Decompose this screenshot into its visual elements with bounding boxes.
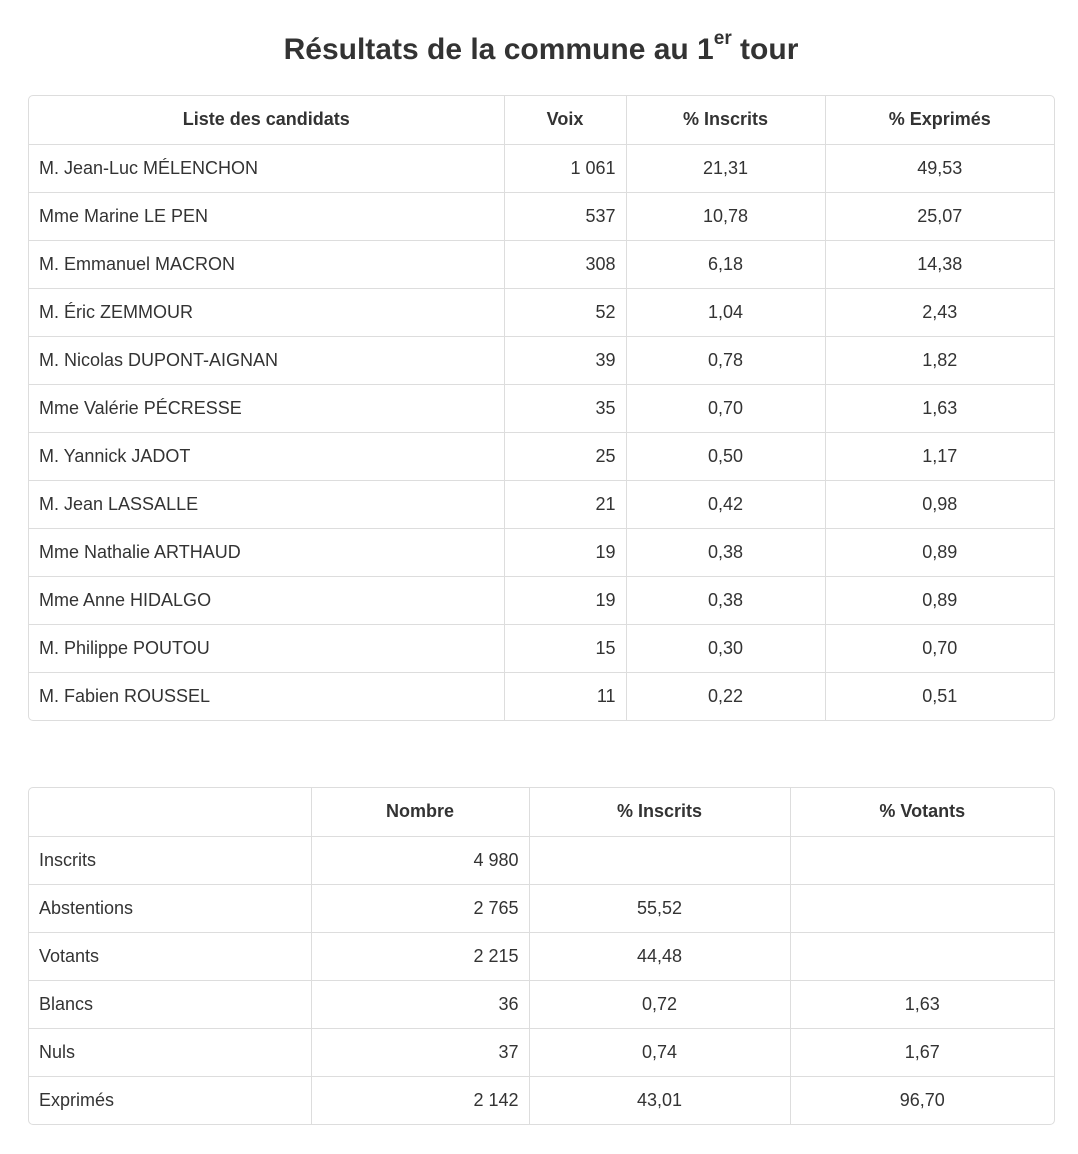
candidate-pct-expressed: 0,89 — [825, 528, 1054, 576]
summary-header-row — [29, 788, 1054, 836]
candidate-votes: 19 — [504, 576, 626, 624]
summary-label: Inscrits — [29, 836, 311, 884]
turnout-summary-table-container — [28, 787, 1055, 1125]
candidate-pct-registered: 0,50 — [626, 432, 825, 480]
table-row — [29, 624, 1054, 672]
summary-pct-voters — [790, 884, 1054, 932]
page-title-superscript: er — [713, 28, 732, 49]
header-empty — [29, 788, 311, 836]
candidate-pct-registered: 10,78 — [626, 192, 825, 240]
summary-pct-voters — [790, 932, 1054, 980]
candidate-pct-registered: 0,70 — [626, 384, 825, 432]
candidate-pct-expressed: 1,82 — [825, 336, 1054, 384]
candidate-pct-registered: 0,22 — [626, 672, 825, 720]
candidate-name: M. Fabien ROUSSEL — [29, 672, 504, 720]
candidate-name: M. Nicolas DUPONT-AIGNAN — [29, 336, 504, 384]
candidate-pct-expressed: 0,70 — [825, 624, 1054, 672]
candidate-name: Mme Marine LE PEN — [29, 192, 504, 240]
summary-pct-registered: 43,01 — [529, 1076, 790, 1124]
candidate-votes: 21 — [504, 480, 626, 528]
candidate-pct-expressed: 0,98 — [825, 480, 1054, 528]
summary-label: Exprimés — [29, 1076, 311, 1124]
summary-pct-registered: 0,72 — [529, 980, 790, 1028]
summary-count: 2 142 — [311, 1076, 529, 1124]
candidate-pct-registered: 21,31 — [626, 144, 825, 192]
header-count: Nombre — [311, 788, 529, 836]
table-row — [29, 576, 1054, 624]
header-pct-registered: % Inscrits — [529, 788, 790, 836]
table-row — [29, 336, 1054, 384]
candidate-name: Mme Nathalie ARTHAUD — [29, 528, 504, 576]
table-row — [29, 836, 1054, 884]
candidate-name: M. Jean-Luc MÉLENCHON — [29, 144, 504, 192]
candidate-pct-expressed: 1,17 — [825, 432, 1054, 480]
candidate-name: Mme Anne HIDALGO — [29, 576, 504, 624]
table-row — [29, 288, 1054, 336]
table-row — [29, 884, 1054, 932]
summary-table-body — [29, 836, 1054, 1124]
candidate-votes: 25 — [504, 432, 626, 480]
candidate-pct-registered: 0,78 — [626, 336, 825, 384]
header-pct-expressed: % Exprimés — [825, 96, 1054, 144]
candidate-pct-expressed: 14,38 — [825, 240, 1054, 288]
candidate-votes: 1 061 — [504, 144, 626, 192]
candidate-pct-registered: 0,30 — [626, 624, 825, 672]
summary-pct-voters: 1,67 — [790, 1028, 1054, 1076]
candidate-pct-expressed: 25,07 — [825, 192, 1054, 240]
summary-pct-voters: 96,70 — [899, 1089, 945, 1110]
summary-count: 37 — [311, 1028, 529, 1076]
candidates-table-body — [29, 144, 1054, 720]
candidate-pct-expressed: 1,63 — [825, 384, 1054, 432]
summary-pct-registered — [529, 836, 790, 884]
summary-count: 36 — [311, 980, 529, 1028]
header-pct-voters: % Votants — [790, 788, 1054, 836]
candidate-pct-expressed: 2,43 — [825, 288, 1054, 336]
summary-label: Blancs — [29, 980, 311, 1028]
candidate-name: M. Éric ZEMMOUR — [29, 288, 504, 336]
table-row — [29, 980, 1054, 1028]
summary-pct-registered: 44,48 — [529, 932, 790, 980]
candidates-results-table — [29, 96, 1054, 720]
header-pct-registered: % Inscrits — [626, 96, 825, 144]
candidate-votes: 15 — [504, 624, 626, 672]
page-title — [0, 20, 1078, 73]
table-row — [29, 144, 1054, 192]
table-row — [29, 672, 1054, 720]
summary-pct-voters: 1,63 — [790, 980, 1054, 1028]
table-row — [29, 932, 1054, 980]
candidate-pct-registered: 0,38 — [626, 528, 825, 576]
table-row — [29, 384, 1054, 432]
summary-count: 4 980 — [311, 836, 529, 884]
summary-pct-registered: 55,52 — [529, 884, 790, 932]
candidate-pct-registered: 0,42 — [626, 480, 825, 528]
table-row — [29, 240, 1054, 288]
page-title-suffix: tour — [731, 33, 799, 66]
summary-label: Abstentions — [29, 884, 311, 932]
candidate-name: M. Jean LASSALLE — [29, 480, 504, 528]
summary-count: 2 765 — [311, 884, 529, 932]
table-row — [29, 528, 1054, 576]
candidate-name: Mme Valérie PÉCRESSE — [29, 384, 504, 432]
summary-label: Nuls — [29, 1028, 311, 1076]
candidate-name: M. Philippe POUTOU — [29, 624, 504, 672]
candidate-pct-registered: 0,38 — [626, 576, 825, 624]
candidate-name: M. Emmanuel MACRON — [29, 240, 504, 288]
candidate-pct-expressed: 0,89 — [825, 576, 1054, 624]
table-row — [29, 1028, 1054, 1076]
table-row — [29, 1076, 1054, 1124]
table-row — [29, 192, 1054, 240]
candidate-pct-expressed: 0,51 — [922, 685, 958, 706]
summary-count: 2 215 — [311, 932, 529, 980]
candidate-votes: 35 — [504, 384, 626, 432]
candidate-votes: 52 — [504, 288, 626, 336]
summary-pct-registered: 0,74 — [529, 1028, 790, 1076]
candidate-votes: 19 — [504, 528, 626, 576]
candidate-votes: 11 — [504, 672, 626, 720]
candidate-name: M. Yannick JADOT — [29, 432, 504, 480]
header-votes: Voix — [504, 96, 626, 144]
page-title-text: Résultats de la commune au 1 — [283, 33, 714, 66]
candidate-pct-registered: 6,18 — [626, 240, 825, 288]
candidates-header-row — [29, 96, 1054, 144]
candidate-pct-registered: 1,04 — [626, 288, 825, 336]
candidates-results-table-container — [28, 95, 1055, 721]
table-row — [29, 480, 1054, 528]
summary-pct-voters — [790, 836, 1054, 884]
turnout-summary-table — [29, 788, 1054, 1124]
summary-label: Votants — [29, 932, 311, 980]
candidate-votes: 537 — [504, 192, 626, 240]
header-candidate-list: Liste des candidats — [29, 96, 504, 144]
candidate-votes: 39 — [504, 336, 626, 384]
candidate-votes: 308 — [504, 240, 626, 288]
table-row — [29, 432, 1054, 480]
candidate-pct-expressed: 49,53 — [825, 144, 1054, 192]
